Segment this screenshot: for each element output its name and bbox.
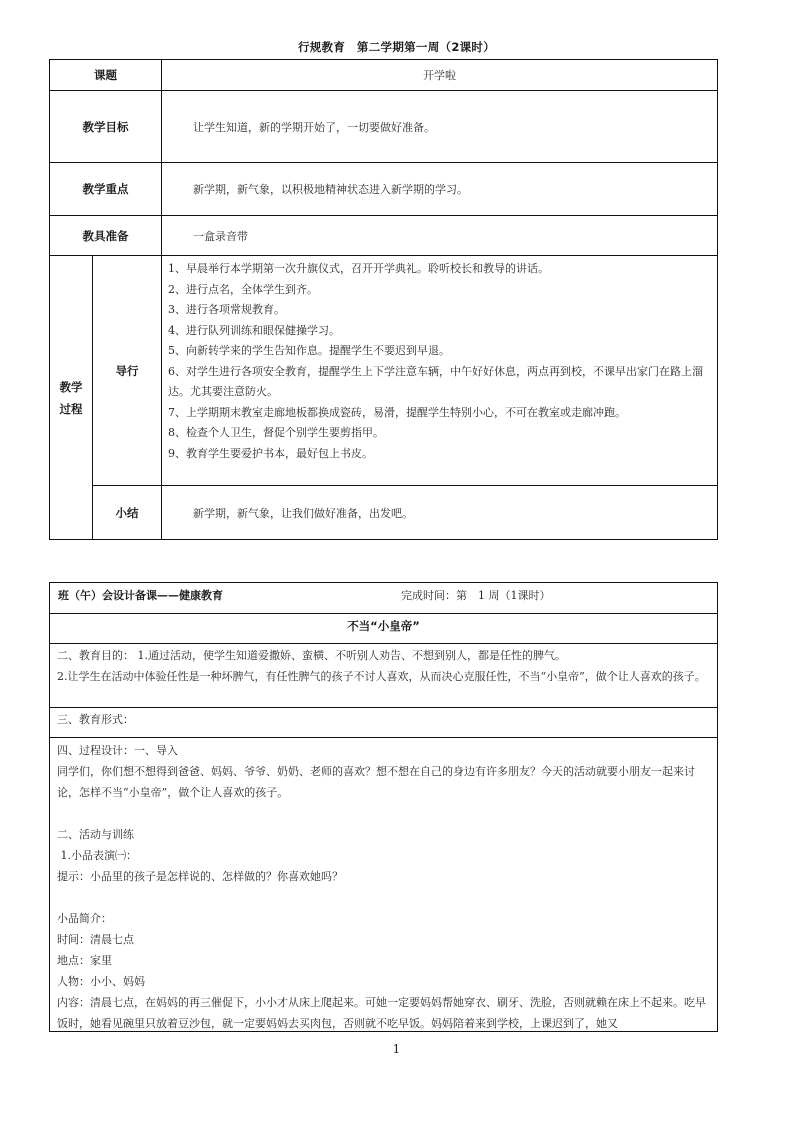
lesson-plan-table: [49, 59, 718, 540]
guide-label: 导行: [93, 256, 162, 485]
focus-label: 教学重点: [50, 163, 162, 215]
row-focus: [50, 163, 717, 216]
skit-characters: 人物：小小、妈妈: [57, 975, 145, 988]
skit-time: 时间：清晨七点: [57, 933, 134, 946]
objective-value: 让学生知道，新的学期开始了，一切要做好准备。: [193, 120, 435, 134]
completion-time: 完成时间：第 1 周（1课时）: [401, 589, 551, 602]
goal-line-1: 二、教育目的： 1.通过活动，使学生知道爱撒娇、蛮横、不听别人劝告、不想到别人，都是任性的脾气。: [57, 649, 566, 662]
materials-label: 教具准备: [50, 216, 162, 255]
guide-item: 4、进行队列训练和眼保健操学习。: [168, 323, 340, 337]
summary-label: 小结: [93, 486, 162, 539]
process-heading: 四、过程设计：一、导入: [57, 744, 178, 757]
row-materials: [50, 216, 717, 256]
skit-intro-label: 小品简介：: [57, 912, 112, 925]
row-form: [50, 708, 717, 738]
goal-line-2: 2.让学生在活动中体验任性是一种坏脾气，有任性脾气的孩子不讨人喜欢，从而决心克服任性，不当“小皇帝”，做个让人喜欢的孩子。: [57, 670, 706, 683]
class-meeting-table: [49, 582, 718, 1032]
row-summary: [93, 486, 717, 539]
course-header: 班（午）会设计备课——健康教育: [58, 589, 223, 602]
form-label: 三、教育形式：: [57, 713, 134, 726]
row-lesson-title: [50, 614, 717, 644]
summary-value: [162, 486, 717, 539]
skit-heading: 1.小品表演㈠：: [57, 849, 137, 862]
guide-item: 2、进行点名，全体学生到齐。: [168, 282, 318, 296]
topic-value: 开学啦: [423, 69, 456, 82]
process-design: [57, 740, 709, 1034]
guide-item: 7、上学期期末教室走廊地板都换成瓷砖，易滑，提醒学生特别小心，不可在教室或走廊冲跑。: [168, 405, 626, 419]
lesson-title: 不当“小皇帝”: [347, 619, 420, 633]
skit-content: 内容：清晨七点，在妈妈的再三催促下，小小才从床上爬起来。可她一定要妈妈帮她穿衣、刷牙、洗脸，否则就赖在床上不起来。吃早饭时，她看见碗里只放着豆沙包，就一定要妈妈去买肉包，否则就不吃早饭。妈妈陪着来到学校，上课迟到了，她又: [57, 996, 706, 1030]
guide-content: [162, 256, 717, 485]
page-title: 行规教育 第二学期第一周（2课时）: [297, 40, 496, 54]
row-process: [50, 738, 717, 1031]
guide-item: 5、向新转学来的学生告知作息。提醒学生不要迟到早退。: [168, 344, 450, 357]
process-label: [50, 256, 93, 539]
summary-text: 新学期，新气象，让我们做好准备，出发吧。: [193, 506, 413, 520]
guide-item: 8、检查个人卫生，督促个别学生要剪指甲。: [168, 426, 384, 439]
guide-item: 9、教育学生要爱护书本，最好包上书皮。: [168, 446, 373, 460]
skit-place: 地点：家里: [57, 954, 112, 967]
process-intro: 同学们，你们想不想得到爸爸、妈妈、爷爷、奶奶、老师的喜欢？想不想在自己的身边有许多朋友？今天的活动就要小朋友一起来讨论，怎样不当“小皇帝”，做个让人喜欢的孩子。: [57, 765, 695, 799]
spacer: [57, 887, 709, 908]
guide-item: 1、早晨举行本学期第一次升旗仪式，召开开学典礼。聆听校长和教导的讲话。: [168, 262, 549, 275]
row-guide: [93, 256, 717, 486]
row-topic: [50, 60, 717, 91]
process-label-line2: 过程: [59, 401, 83, 416]
process-label-line1: 教学: [59, 379, 83, 394]
guide-item: 6、对学生进行各项安全教育，提醒学生上下学注意车辆，中午好好休息，两点再到校，不课早出家门在路上溜达。尤其要注意防火。: [168, 364, 703, 398]
guide-item: 3、进行各项常规教育。: [168, 303, 285, 316]
objective-label: 教学目标: [50, 91, 162, 162]
skit-prompt: 提示：小品里的孩子是怎样说的、怎样做的？你喜欢她吗？: [57, 870, 343, 883]
row-header: [50, 583, 717, 614]
activity-heading: 二、活动与训练: [57, 828, 134, 841]
row-goals: [50, 644, 717, 708]
focus-value: 新学期，新气象，以积极地精神状态进入新学期的学习。: [193, 183, 468, 196]
spacer: [57, 803, 709, 824]
topic-label: 课题: [50, 60, 162, 90]
materials-value: 一盒录音带: [193, 229, 248, 243]
guide-list: [168, 259, 707, 464]
row-objective: [50, 91, 717, 163]
goals-text: [57, 645, 709, 687]
page-number: 1: [392, 1042, 401, 1056]
